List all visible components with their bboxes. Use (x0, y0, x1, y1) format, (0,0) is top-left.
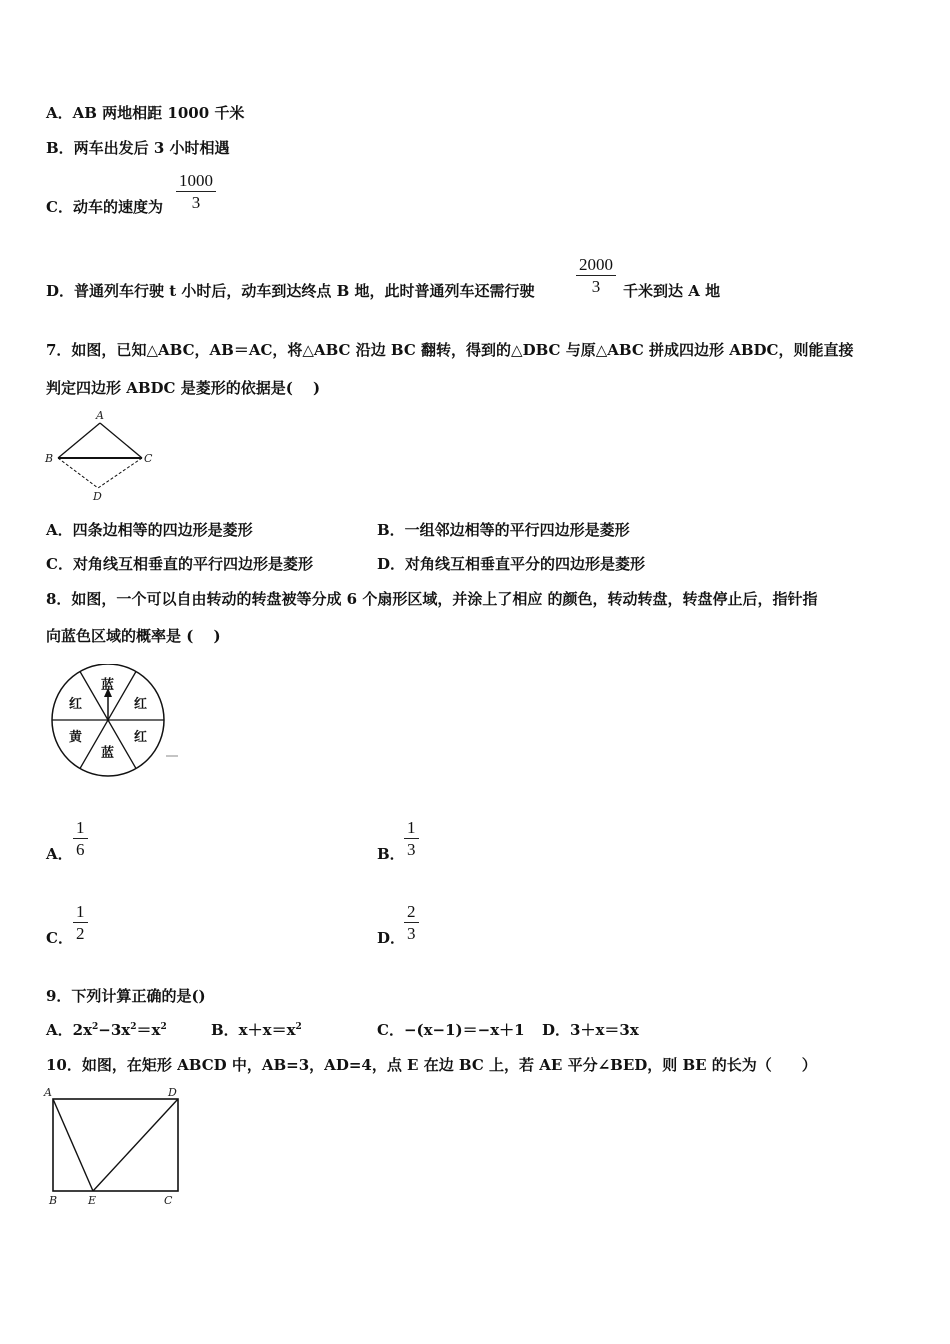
q8-option-b[interactable]: B． (377, 845, 405, 863)
q8-a-numerator: 1 (73, 818, 88, 839)
q9-option-d[interactable]: D．3＋x＝3x (542, 1021, 639, 1039)
sector-3-label: 红 (134, 730, 148, 745)
q9-a-exp2: 2 (130, 1022, 137, 1032)
q6-d-denominator: 3 (591, 277, 601, 296)
q10-stem: 10．如图，在矩形 ABCD 中，AB=3，AD=4，点 E 在边 BC 上，若 AE 平分∠BED，则 BE 的长为（ ） (46, 1056, 817, 1074)
q9-a-part1: A．2x (46, 1021, 93, 1039)
q7-rhombus-figure (40, 408, 165, 504)
q6-d-fraction (576, 255, 616, 298)
q10-label-e: E (88, 1194, 97, 1207)
q8-d-denominator: 3 (407, 924, 416, 943)
q10-segment-ed (93, 1099, 178, 1191)
q9-option-a[interactable] (46, 1019, 167, 1040)
q8-option-c[interactable]: C． (46, 929, 73, 947)
q8-spinner-figure (44, 664, 178, 782)
q9-a-exp3: 2 (160, 1022, 167, 1032)
q8-c-numerator: 1 (73, 902, 88, 923)
q8-option-d[interactable]: D． (377, 929, 406, 947)
q8-b-numerator: 1 (404, 818, 419, 839)
q10-label-d: D (168, 1086, 177, 1099)
q9-b-part1: B．x＋x＝x (211, 1021, 296, 1039)
q8-d-numerator: 2 (404, 902, 419, 923)
q10-rectangle (53, 1099, 178, 1191)
q6-d-numerator: 2000 (576, 255, 616, 276)
q8-option-a[interactable]: A． (46, 845, 73, 863)
q8-d-fraction (404, 902, 419, 945)
q8-stem-line2: 向蓝色区域的概率是 ( ) (46, 627, 221, 645)
sector-1-label: 蓝 (101, 678, 115, 693)
q8-b-denominator: 3 (407, 840, 416, 859)
q7-stem-line2: 判定四边形 ABDC 是菱形的依据是( ) (46, 379, 321, 397)
sector-2-label: 红 (134, 697, 148, 712)
q9-a-exp1: 2 (92, 1022, 99, 1032)
q9-option-b[interactable] (211, 1019, 302, 1040)
sector-5-label: 黄 (69, 730, 83, 745)
q8-c-denominator: 2 (76, 924, 85, 943)
q10-segment-ae (53, 1099, 93, 1191)
q9-b-exp: 2 (295, 1022, 302, 1032)
q7-edge-bd (58, 458, 98, 488)
q7-stem-line1: 7．如图，已知△ABC，AB＝AC，将△ABC 沿边 BC 翻转，得到的△DBC 与原△ABC 拼成四边形 ABDC，则能直接 (46, 341, 854, 359)
q9-a-part2: −3x (98, 1021, 131, 1039)
q7-option-a[interactable]: A．四条边相等的四边形是菱形 (46, 521, 253, 539)
q6-c-numerator: 1000 (176, 171, 216, 192)
q8-a-denominator: 6 (76, 840, 85, 859)
q7-option-c[interactable]: C．对角线互相垂直的平行四边形是菱形 (46, 555, 313, 573)
q10-label-c: C (164, 1194, 173, 1207)
q6-option-a[interactable]: A．AB 两地相距 1000 千米 (46, 104, 245, 122)
q7-label-d: D (93, 490, 102, 503)
q7-edge-cd (98, 458, 142, 488)
q10-rectangle-figure (42, 1082, 188, 1210)
q8-a-fraction (73, 818, 88, 861)
q7-edge-ac (100, 423, 142, 458)
q8-b-fraction (404, 818, 419, 861)
q6-option-d[interactable]: D．普通列车行驶 t 小时后，动车到达终点 B 地，此时普通列车还需行驶 (46, 282, 535, 300)
q9-a-part3: ＝x (136, 1021, 161, 1039)
q10-label-a: A (44, 1086, 52, 1099)
q6-d-suffix: 千米到达 A 地 (623, 282, 721, 300)
q9-option-c[interactable]: C．−(x−1)＝−x＋1 (377, 1021, 525, 1039)
q10-label-b: B (49, 1194, 58, 1207)
q8-c-fraction (73, 902, 88, 945)
q6-c-denominator: 3 (191, 193, 201, 212)
q6-c-fraction (176, 171, 216, 214)
sector-4-label: 蓝 (101, 746, 115, 761)
q9-stem: 9．下列计算正确的是() (46, 987, 206, 1005)
q7-label-a: A (96, 409, 104, 422)
q6-option-c[interactable]: C．动车的速度为 (46, 198, 163, 216)
q7-label-b: B (45, 452, 54, 465)
q8-stem-line1: 8．如图，一个可以自由转动的转盘被等分成 6 个扇形区域，并涂上了相应 的颜色，转动转盘，转盘停止后，指针指 (46, 590, 818, 608)
q7-option-d[interactable]: D．对角线互相垂直平分的四边形是菱形 (377, 555, 646, 573)
sector-6-label: 红 (69, 697, 83, 712)
q7-edge-ab (58, 423, 100, 458)
q7-label-c: C (144, 452, 153, 465)
q7-option-b[interactable]: B．一组邻边相等的平行四边形是菱形 (377, 521, 630, 539)
q6-option-b[interactable]: B．两车出发后 3 小时相遇 (46, 139, 230, 157)
